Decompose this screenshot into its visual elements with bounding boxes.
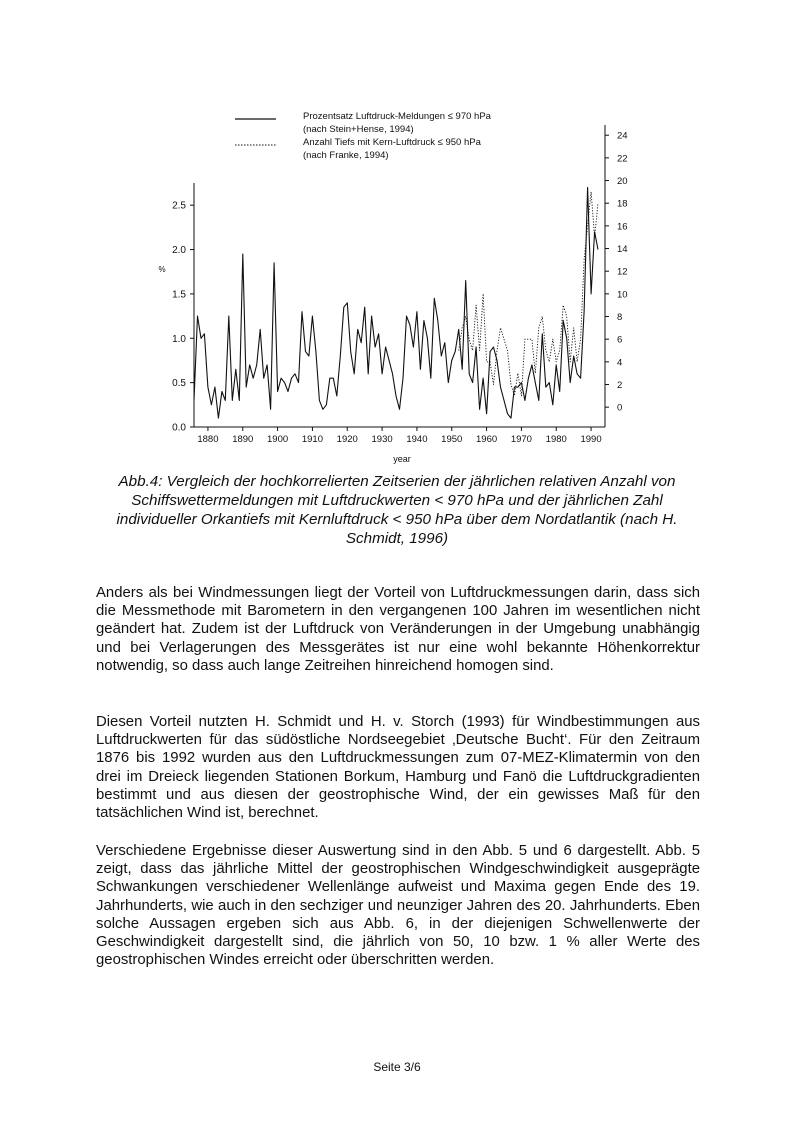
left-y-tick-label: 0.5 <box>172 378 186 390</box>
right-y-tick-label: 0 <box>617 402 623 414</box>
right-y-tick-label: 22 <box>617 153 628 165</box>
x-tick-label: 1880 <box>197 434 219 445</box>
right-y-tick-label: 24 <box>617 130 628 142</box>
x-tick-label: 1910 <box>301 434 323 445</box>
x-tick-label: 1930 <box>371 434 393 445</box>
right-y-tick-label: 18 <box>617 198 628 210</box>
figure-chart <box>150 100 640 472</box>
right-y-tick-label: 4 <box>617 357 623 369</box>
right-y-tick-label: 14 <box>617 244 628 256</box>
x-axis-label: year <box>393 454 411 464</box>
left-y-ticks <box>172 201 194 434</box>
series-line-solid <box>194 187 598 418</box>
x-tick-label: 1890 <box>232 434 254 445</box>
right-y-tick-label: 8 <box>617 312 623 324</box>
series-line-dotted <box>459 192 598 396</box>
x-tick-label: 1990 <box>580 434 602 445</box>
plot-group <box>158 111 627 464</box>
x-tick-label: 1950 <box>441 434 463 445</box>
right-y-tick-label: 6 <box>617 334 623 346</box>
right-y-tick-label: 12 <box>617 266 628 278</box>
x-tick-label: 1900 <box>267 434 289 445</box>
right-y-tick-label: 10 <box>617 289 628 301</box>
body-paragraph-3: Verschiedene Ergebnisse dieser Auswertung sind in den Abb. 5 und 6 dargestellt. Abb. 5 zeigt, dass das jährliche Mittel der geostrophischen Windgeschwindigkeit ausgeprägte Schwankungen verschiedener Wellenlänge aufweist und Maxima gegen Ende des 19. Jahrhunderts, wie auch in den sechziger und neunziger Jahren des 20. Jahrhunderts. Eben solche Aussagen ergeben sich aus Abb. 6, in der diejenigen Schwellenwerte der Geschwindigkeit dargestellt sind, die jährlich von 50, 10 bzw. 1 % aller Werte des geostrophischen Windes erreicht oder überschritten werden. <box>96 843 700 969</box>
legend <box>235 111 492 161</box>
left-y-tick-label: 2.0 <box>172 245 186 257</box>
legend-dotted-line-2: (nach Franke, 1994) <box>303 150 389 161</box>
left-y-tick-label: 0.0 <box>172 422 186 434</box>
x-tick-label: 1920 <box>336 434 358 445</box>
legend-solid-line-1: Prozentsatz Luftdruck-Meldungen ≤ 970 hPa <box>303 111 491 122</box>
right-y-tick-label: 16 <box>617 221 628 233</box>
left-y-tick-label: 2.5 <box>172 200 186 212</box>
body-paragraph-1: Anders als bei Windmessungen liegt der Vorteil von Luftdruckmessungen darin, dass sich die Messmethode mit Barometern in den vergangenen 100 Jahren im wesentlichen nicht geändert hat. Zudem ist der Luftdruck von Veränderungen in der Umgebung unabhängig und bei Verlagerungen des Messgerätes ist nur eine wohl bekannte Höhenkorrektur notwendig, so dass auch lange Zeitreihen hinreichend homogen sind. <box>96 585 700 674</box>
legend-solid-line-2: (nach Stein+Hense, 1994) <box>303 124 414 135</box>
x-tick-label: 1970 <box>510 434 532 445</box>
left-y-tick-label: 1.5 <box>172 289 186 301</box>
y-axis-label: % <box>158 265 166 274</box>
right-y-tick-label: 20 <box>617 176 628 188</box>
body-paragraph-2: Diesen Vorteil nutzten H. Schmidt und H. v. Storch (1993) für Windbestimmungen aus Luftdruckwerten für das südöstliche Nordseegebiet ‚Deutsche Bucht‘. Für den Zeitraum 1876 bis 1992 wurden aus den Luftdruckmessungen zum 07-MEZ-Klimatermin von den drei im Dreieck liegenden Stationen Borkum, Hamburg und Fanö die Luftdruckgradienten bestimmt und aus diesen der geostrophische Wind, der ein gewisses Maß für den tatsächlichen Wind ist, berechnet. <box>96 714 700 822</box>
x-tick-label: 1980 <box>545 434 567 445</box>
series-layer <box>194 187 598 418</box>
x-ticks <box>197 427 601 445</box>
x-tick-label: 1940 <box>406 434 428 445</box>
page-footer: Seite 3/6 <box>373 1060 421 1074</box>
right-y-ticks <box>605 131 628 414</box>
left-y-tick-label: 1.0 <box>172 333 186 345</box>
legend-dotted-line-1: Anzahl Tiefs mit Kern-Luftdruck ≤ 950 hPa <box>303 137 481 148</box>
x-tick-label: 1960 <box>476 434 498 445</box>
figure-caption: Abb.4: Vergleich der hochkorrelierten Zeitserien der jährlichen relativen Anzahl von Schiffswettermeldungen mit Luftdruckwerten < 970 hPa und der jährlichen Zahl individueller Orkantiefs mit Kernluftdruck < 950 hPa über dem Nordatlantik (nach H. Schmidt, 1996) <box>116 473 678 547</box>
right-y-tick-label: 2 <box>617 380 623 392</box>
